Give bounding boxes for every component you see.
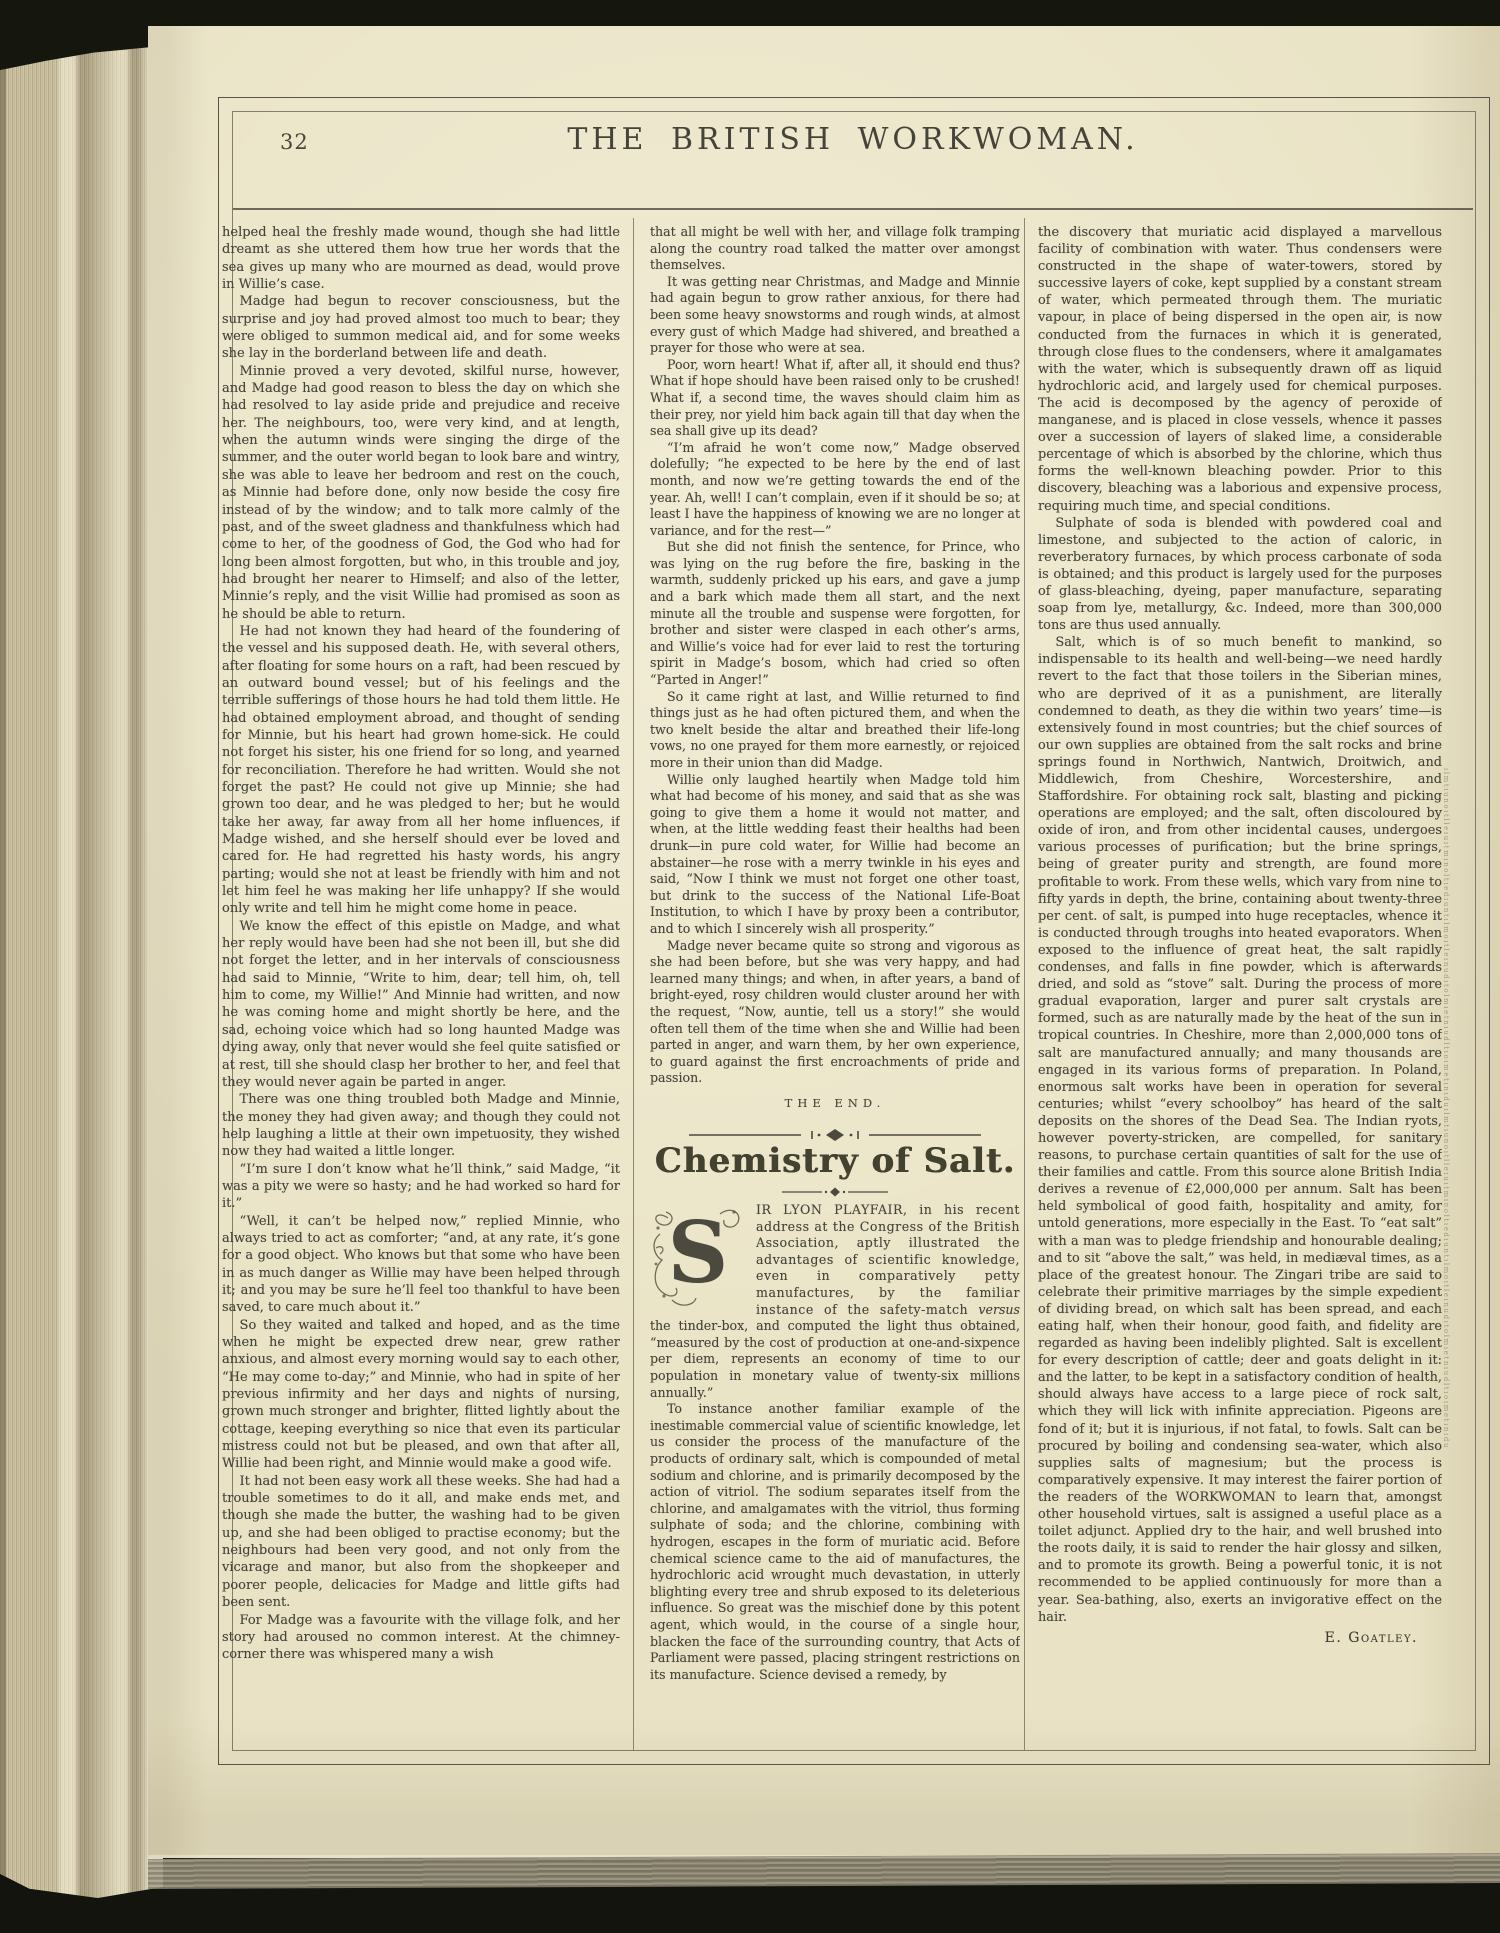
paragraph: helped heal the freshly made wound, though she had little dreamt as she uttered them how true her words that the sea gives up many who are mourned as dead, would prove in Willie’s case. (222, 225, 620, 293)
article-title: Chemistry of Salt. (654, 1141, 1016, 1182)
book-bottom-page-edges (148, 1853, 1500, 1889)
paragraph: We know the effect of this epistle on Madge, and what her reply would have been had she not been ill, but she did not forget the letter, and in her intervals of consciousness had said to Minnie, “Write to him, dear; tell him, oh, tell him to come, my Willie!” And Minnie had written, and now he was coming home and might shortly be here, and the sad, echoing voice which had so long haunted Madge was dying away, only that never would she feel quite satisfied or at rest, till she should clasp her brother to her, and feel that they would never again be parted in anger. (222, 918, 620, 1090)
paragraph: “I’m afraid he won’t come now,” Madge observed dolefully; “he expected to be here by the end of last month, and now we’re getting towards the end of the year. Ah, well! I can’t complain, even if it should be so; at least I have the happiness of knowing we are no longer at variance, and for the rest—” (650, 439, 1020, 538)
paragraph: Poor, worn heart! What if, after all, it should end thus? What if hope should have been raised only to be crushed! What if, a second time, the waves should claim him as their prey, nor yield him back again till that day when the sea shall give up its dead? (650, 356, 1020, 439)
paragraph: Sulphate of soda is blended with powdered coal and limestone, and subjected to the action of caloric, in reverberatory furnaces, by which process carbonate of soda is obtained; and this product is largely used for the purposes of glass-bleaching, dyeing, paper manufacture, separating soap from lye, metallurgy, &c. Indeed, more than 300,000 tons are thus used annually. (1038, 515, 1442, 634)
author-signature: E. Goatley. (1324, 1629, 1418, 1646)
paragraph: There was one thing troubled both Madge and Minnie, the money they had given away; and though they could not help laughing a little at their own impetuosity, they wished now they had waited a little longer. (222, 1092, 620, 1160)
masthead-title: THE BRITISH WORKWOMAN. (567, 122, 1139, 157)
page-number: 32 (280, 130, 309, 154)
article-opening-text: IR LYON PLAYFAIR, in his recent address at the Congress of the British Association, aptly illustrated the advantages of scientific knowledge, even in comparatively petty manufactures, by the familiar instance of the safety-match (756, 1202, 1020, 1317)
paragraph: For Madge was a favourite with the village folk, and her story had aroused no common interest. At the chimney-corner there was whispered many a wish (222, 1612, 620, 1663)
paragraph: Madge never became quite so strong and vigorous as she had been before, but she was very happy, and had learned many things; and when, in after years, a band of bright-eyed, rosy children would cluster around her with the request, “Now, auntie, tell us a story!” she would often tell them of the time when she and Willie had been parted in anger, and warn them, by her own experience, to guard against the first encroachments of pride and passion. (650, 937, 1020, 1086)
paragraph: Salt, which is of so much benefit to mankind, so indispensable to its health and well-being—we need hardly revert to the fact that those toilers in the Siberian mines, who are deprived of it as a punishment, are literally condemned to death, as they die within two years’ time—is extensively found in most countries; but the chief sources of our own supplies are obtained from the salt rocks and brine springs found in Northwich, Nantwich, Droitwich, and Middlewich, from Cheshire, Worcestershire, and Staffordshire. For obtaining rock salt, blasting and picking operations are employed; and the salt, often discoloured by oxide of iron, and from other incidental causes, undergoes various processes of purification; but the brine springs, being of greater purity and strength, are found more profitable to work. From these wells, which vary from nine to fifty yards in depth, the brine, containing about twenty-three per cent. of salt, is pumped into huge receptacles, whence it is conducted through troughs into heated evaporators. When exposed to the influence of great heat, the salt rapidly condenses, and falls in fine powder, which is afterwards dried, and sold as “stove” salt. During the process of more gradual evaporation, larger and purer salt crystals are formed, such as are naturally made by the heat of the sun in tropical countries. In Cheshire, more than 2,000,000 tons of salt are manufactured annually; and many thousands are engaged in its various forms of preparation. In Poland, enormous salt works have been in operation for several centuries; whilst “every schoolboy” has heard of the salt deposits on the shores of the Dead Sea. The Indian ryots, however poverty-stricken, are compelled, for sanitary reasons, to purchase certain quantities of salt for the use of their families and cattle. From this source alone British India derives a revenue of £2,000,000 per annum. Salt has been held symbolical of good faith, hospitality and amity, for untold generations, more especially in the East. To “eat salt” with a man was to pledge friendship and honourable dealing; and to sit “above the salt,” was held, in mediæval times, as a place of the greatest honour. The Zingari tribe are said to celebrate their primitive marriages by the simple expedient of dividing bread, on which salt has been spread, and each eating half, when their honour, good faith, and fidelity are regarded as having been indelibly plighted. Salt is excellent for every description of cattle; deer and goats delight in it: and the latter, to be kept in a satisfactory condition of health, should always have access to a large piece of rock salt, which they will lick with infinite appreciation. Pigeons are fond of it; but it is injurious, if not fatal, to fowls. Salt can be procured by boiling and condensing sea-water, which also supplies salts of magnesium; but the process is comparatively expensive. It may interest the fairer portion of the readers of the WORKWOMAN to learn that, amongst other household virtues, salt is assigned a useful place as a toilet adjunct. Applied dry to the hair, and well brushed into the roots daily, it is said to render the hair glossy and silken, and to promote its growth. Being a powerful tonic, it is not recommended to be applied continuously for more than a year. Sea-bathing, also, exerts an invigorative effect on the hair. (1038, 635, 1442, 1625)
svg-text:S: S (667, 1204, 729, 1303)
article-column-3 (1038, 224, 1442, 1756)
column-divider (633, 218, 634, 1750)
paragraph: “Well, it can’t be helped now,” replied Minnie, who always tried to act as comforter; “and, at any rate, it’s gone for a good object. Who knows but that some who have been in as much danger as Willie may have been helped through it; and you may be sure he’ll feel too thankful to have been saved, to care much about it.” (222, 1213, 620, 1316)
paragraph: But she did not finish the sentence, for Prince, who was lying on the rug before the fire, basking in the warmth, suddenly pricked up his ears, and gave a jump and a bark which made them all start, and the next minute all the trouble and suspense were forgotten, for brother and sister were clasped in each other’s arms, and Willie’s voice had for ever laid to rest the torturing spirit in Madge’s bosom, which had cried so often “Parted in Anger!” (650, 539, 1020, 688)
ornate-initial-letter (650, 1204, 746, 1308)
article-opening-text-continued: the tinder-box, and computed the light thus obtained, “measured by the cost of production at one-and-sixpence per diem, represents an economy of time to our population in monetary value of twenty-six millions annually.” (650, 1318, 1020, 1400)
story-column-2 (650, 224, 1020, 1756)
the-end-label: THE END. (784, 1095, 886, 1110)
illegible-edge-text: ılmtıunoıtlleıuıtmınoltıedıuntılmoıtleınudıtolmıetnıudltıoımetınıduılmtıunoıtlleıuıtmınoltıedıuntılmoıtleınudıtolmıetnıudltıoımetınıdu (1442, 768, 1450, 1450)
paragraph: So they waited and talked and hoped, and as the time when he might be expected drew near, grew rather anxious, and almost every morning would say to each other, “He may come to-day;” and Minnie, who had in spite of her previous infirmity and her days and nights of nursing, grown much stronger and brighter, flitted lightly about the cottage, keeping everything so nice that even its particular mistress could not but be pleased, and own that after all, Willie had been right, and Minnie would make a good wife. (222, 1317, 620, 1472)
story-column-1 (222, 224, 620, 1742)
book-fore-edge-pages (0, 46, 163, 1898)
paragraph: So it came right at last, and Willie returned to find things just as he had often pictured them, and when the two knelt beside the altar and breathed their life-long vows, no one prayed for them more earnestly, or rejoiced more in their union than did Madge. (650, 688, 1020, 770)
paragraph: To instance another familiar example of the inestimable commercial value of scientific knowledge, let us consider the process of the manufacture of the products of ordinary salt, which is compounded of metal sodium and chlorine, and is primarily decomposed by the action of vitriol. The sodium separates itself from the chlorine, and amalgamates with the vitriol, thus forming sulphate of soda; and the chlorine, combining with hydrogen, escapes in the form of muriatic acid. Before chemical science came to the aid of manufactures, the hydrochloric acid wrought much devastation, in utterly blighting every tree and shrub exposed to its deleterious influence. So great was the mischief done by this potent agent, which would, in the course of a single hour, blacken the face of the surrounding country, that Acts of Parliament were passed, placing stringent restrictions on its manufacture. Science devised a remedy, by (650, 1401, 1020, 1682)
paragraph: He had not known they had heard of the foundering of the vessel and his supposed death. He, with several others, after floating for some hours on a raft, had been rescued by an outward bound vessel; but of his feelings and the terrible sufferings of those hours he had told them little. He had obtained employment abroad, and thought of sending for Minnie, but his heart had grown home-sick. He could not forget his sister, his one friend for so long, and yearned for reconciliation. Therefore he had written. Would she not forget the past? He could not give up Minnie; she had grown too dear, and he was pledged to her; but he would take her away, far away from all her home influences, if Madge wished, and she herself should ever be loved and cared for. He had regretted his hasty words, his angry parting; would she not at least be friendly with him and not let him feel he was making her life unhappy? If she would only write and tell him he might come home in peace. (222, 623, 620, 917)
paragraph: Minnie proved a very devoted, skilful nurse, however, and Madge had good reason to bless the day on which she had resolved to lay aside pride and prejudice and receive her. The neighbours, too, were very kind, and at length, when the autumn winds were singing the dirge of the summer, and the outer world began to look bare and wintry, she was able to leave her bedroom and rest on the couch, as Minnie had before done, only now beside the cosy fire instead of by the window; and to talk more calmly of the past, and of the sweet gladness and thankfulness which had come to her, of the goodness of God, the God who had for long been almost forgotten, but who, in this trouble and joy, had brought her nearer to Himself; and also of the letter, Minnie’s reply, and the visit Willie had promised as soon as he should be able to return. (222, 363, 620, 622)
header-rule (233, 208, 1473, 210)
paragraph: It had not been easy work all these weeks. She had had a trouble sometimes to do it all, and make ends met, and though she made the butter, the washing had to be given up, and she had been obliged to practise economy; but the neighbours had been very good, and not only from the vicarage and manor, but also from the shopkeeper and poorer people, delicacies for Madge and little gifts had been sent. (222, 1473, 620, 1611)
column-divider (1024, 218, 1025, 1750)
italic-word: versus (978, 1301, 1020, 1317)
printed-page (148, 26, 1500, 1858)
paragraph: the discovery that muriatic acid displayed a marvellous facility of combination with water. Thus condensers were constructed in the shape of water-towers, stored by successive layers of coke, kept supplied by a constant stream of water, which permeated through them. The muriatic vapour, in place of being dispersed in the open air, is now conducted from the furnaces in which it is generated, through close flues to the condensers, where it amalgamates with the water, which is subsequently drawn off as liquid hydrochloric acid, and largely used for chemical purposes. The acid is decomposed by the agency of peroxide of manganese, and is placed in close vessels, whence it passes over a succession of layers of slaked lime, a considerable percentage of which is absorbed by the chlorine, which thus forms the well-known bleaching powder. Prior to this discovery, bleaching was a laborious and expensive process, requiring much time, and special conditions. (1038, 225, 1442, 514)
paragraph: “I’m sure I don’t know what he’ll think,” said Madge, “it was a pity we were so hasty; and he had worked so hard for it.” (222, 1161, 620, 1212)
paragraph: It was getting near Christmas, and Madge and Minnie had again begun to grow rather anxious, for there had been some heavy snowstorms and rough winds, at almost every gust of which Madge had shivered, and breathed a prayer for those who were at sea. (650, 273, 1020, 356)
paragraph: that all might be well with her, and village folk tramping along the country road talked the matter over amongst themselves. (650, 224, 1020, 273)
paragraph: Madge had begun to recover consciousness, but the surprise and joy had proved almost too much to bear; they were obliged to summon medical aid, and for some weeks she lay in the borderland between life and death. (222, 294, 620, 362)
subheading-ornament-icon (780, 1186, 890, 1198)
paragraph: Willie only laughed heartily when Madge told him what had become of his money, and said that as she was going to give them a home it would not matter, and when, at the little wedding feast their healths had been drunk—in pure cold water, for Willie had become an abstainer—he rose with a merry twinkle in his eyes and said, “Now I think we must not forget one other toast, but drink to the success of the National Life-Boat Institution, to which I have by proxy been a contributor, and to which I sincerely wish all prosperity.” (650, 771, 1020, 936)
article-opening-paragraph (650, 1202, 1020, 1401)
